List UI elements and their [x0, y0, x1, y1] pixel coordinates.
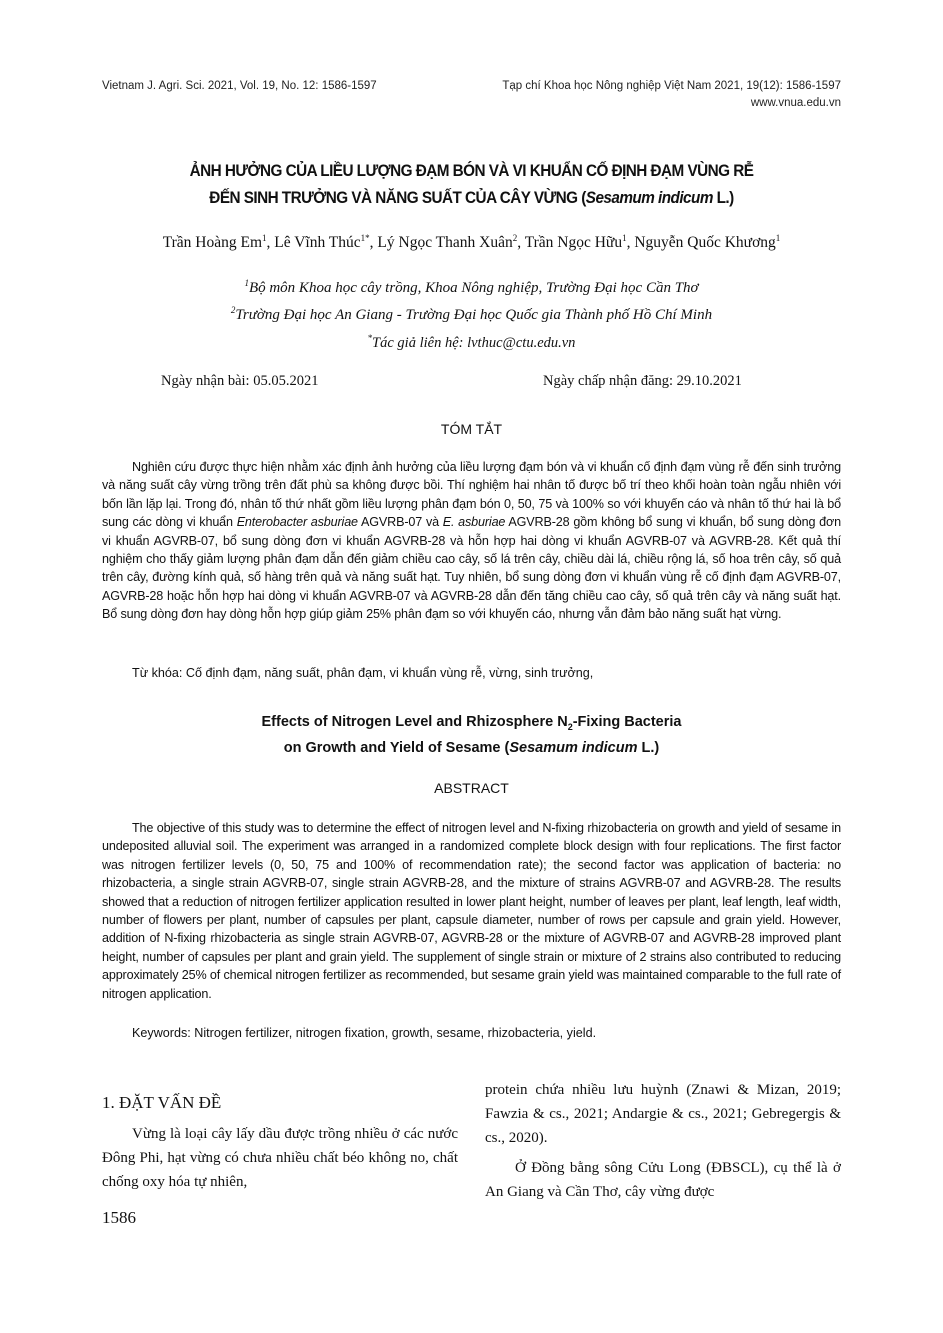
title-text: -Fixing Bacteria [572, 714, 682, 730]
species-name: Sesamum indicum [509, 739, 638, 756]
affiliation-text: Trường Đại học An Giang - Trường Đại học Quốc gia Thành phố Hồ Chí Minh [235, 307, 713, 323]
keywords-en: Keywords: Nitrogen fertilizer, nitrogen fixation, growth, sesame, rhizobacteria, yield. [132, 1026, 597, 1040]
affiliations [0, 272, 943, 326]
author-sup: 2 [512, 233, 518, 243]
title-text: on Growth and Yield of Sesame ( [283, 739, 510, 756]
affiliation-text: Bộ môn Khoa học cây trồng, Khoa Nông nghiệp, Trường Đại học Cần Thơ [248, 280, 699, 296]
author-sup: 1 [775, 233, 781, 243]
abstract-vi [102, 458, 841, 624]
abstract-heading-en: ABSTRACT [434, 780, 509, 796]
journal-citation-vi: Tạp chí Khoa học Nông nghiệp Việt Nam 2021, 19(12): 1586-1597 [502, 80, 841, 92]
species-name: Enterobacter asburiae [236, 515, 358, 530]
abstract-text: AGVRB-07 và [357, 515, 443, 530]
keywords-vi: Từ khóa: Cố định đạm, năng suất, phân đạm, vi khuẩn vùng rễ, vừng, sinh trưởng, [132, 666, 594, 680]
journal-website: www.vnua.edu.vn [750, 97, 841, 109]
abstract-text: AGVRB-28 gồm không bổ sung vi khuẩn, bổ sung dòng đơn vi khuẩn AGVRB-07, bổ sung dòng đơn vi khuẩn AGVRB-28 và hỗn hợp hai dòng vi khuẩn AGVRB-07 và AGVRB-28. Kết quả thí nghiệm cho thấy giảm lượng phân đạm dẫn đến giảm chiều cao cây, số lá trên cây, chiều dài lá, chiều rộng lá, số hoa trên cây, số quả trên cây, đường kính quả, số hàng trên quả và năng suất hạt. Tuy nhiên, bổ sung dòng đơn vi khuẩn vùng rễ cố định đạm AGVRB-07, AGVRB-28 hoặc hỗn hợp hai dòng vi khuẩn AGVRB-07 và AGVRB-28 dẫn đến tăng chiều cao cây, số quả trên cây và năng suất hạt. Bổ sung dòng đơn hay dòng hỗn hợp giúp giảm 25% phân đạm so với khuyến cáo, nhưng vẫn đảm bảo năng suất hạt vừng. [102, 515, 842, 622]
author [377, 234, 517, 251]
body-paragraph: Ở Đồng bằng sông Cửu Long (ĐBSCL), cụ thể là ở An Giang và Cần Thơ, cây vừng được [485, 1160, 841, 1200]
author [274, 234, 369, 251]
author [525, 234, 627, 251]
body-left-column: Vừng là loại cây lấy dầu được trồng nhiều ở các nước Đông Phi, hạt vừng có chưa nhiều chất béo không no, chất chống oxy hóa tự nhiên, [102, 1126, 458, 1190]
abstract-text: Nghiên cứu được thực hiện nhằm xác định ảnh hưởng của liều lượng đạm bón và vi khuẩn cố định đạm vùng rễ đến sinh trưởng và năng suất cây vừng trồng trên đất phù sa không được bồi. Thí nghiệm hai nhân tố được bố trí theo khối hoàn toàn ngẫu nhiên với bốn lần lặp lại. Trong đó, nhân tố thứ nhất gồm liều lượng phân đạm bón 0, 50, 75 và 100% so với khuyến cáo và nhân tố thứ hai là bổ sung các dòng vi khuẩn [102, 460, 841, 530]
accepted-date: Ngày chấp nhận đăng: 29.10.2021 [543, 373, 742, 389]
title-vi [47, 157, 896, 211]
author-name: Nguyễn Quốc Khương [634, 234, 776, 252]
title-line-1: ẢNH HƯỞNG CỦA LIỀU LƯỢNG ĐẠM BÓN VÀ VI KHUẨN CỐ ĐỊNH ĐẠM VÙNG RỄ [189, 161, 754, 180]
affiliation [0, 272, 943, 299]
body-paragraph: protein chứa nhiều lưu huỳnh (Znawi & Mizan, 2019; Fawzia & cs., 2021; Andargie & cs., 2021; Gebregergis & cs., 2020). [485, 1082, 841, 1146]
species-name: Sesamum indicum [585, 188, 713, 207]
title-text: ĐẾN SINH TRƯỞNG VÀ NĂNG SUẤT CỦA CÂY VỪNG ( [209, 188, 586, 207]
author-name: Lê Vĩnh Thúc [274, 234, 361, 252]
affiliation-sup: 2 [230, 305, 236, 315]
title-en-line-1 [0, 712, 943, 738]
author-sup: 1 [262, 233, 267, 243]
abstract-en: The objective of this study was to determine the effect of nitrogen level and N-fixing rhizobacteria on growth and yield of sesame in undeposited alluvial soil. The experiment was arranged in a randomized complete block design with four replications. The first factor was nitrogen fertilizer levels (0, 50, 75 and 100% of recommendation rate); the second factor was application of bacteria: no rhizobacteria, a single strain AGVRB-07, single strain AGVRB-28, and the mixture of strains AGVRB-07 and AGVRB-28. The results showed that a reduction of nitrogen fertilizer application resulted in lower plant height, number of leaves per plant, leaf length, leaf width, number of flowers per plant, number of capsules per plant, capsule diameter, number of rows per capsule and grain yield. However, addition of N-fixing rhizobacteria as single strain AGVRB-07, AGVRB-28 or the mixture of AGVRB-07 and AGVRB-28 improved plant height, number of capsules per plant and grain yield. The supplement of single strain or mixture of 2 strains also contributed to reducing approximately 25% of chemical nitrogen fertilizer as recommended, but sesame grain yield was maintained comparable to the full rate of nitrogen application. [102, 821, 841, 1001]
author-sup: 1 [622, 233, 627, 243]
species-name: E. asburiae [442, 515, 506, 530]
page-number: 1586 [102, 1208, 136, 1227]
author-name: Lý Ngọc Thanh Xuân [377, 234, 513, 252]
author-name: Trần Hoàng Em [162, 234, 263, 252]
author [163, 234, 267, 251]
author [634, 234, 780, 251]
author-sup: 1* [360, 233, 370, 243]
section-heading: 1. ĐẶT VẤN ĐỀ [102, 1093, 222, 1112]
title-en-line-2 [0, 738, 943, 759]
corresponding-email[interactable]: Tác giả liên hệ: lvthuc@ctu.edu.vn [372, 334, 576, 351]
journal-citation-en: Vietnam J. Agri. Sci. 2021, Vol. 19, No. 12: 1586-1597 [102, 80, 377, 92]
received-date: Ngày nhận bài: 05.05.2021 [161, 373, 319, 389]
title-text: L.) [637, 739, 660, 756]
subscript: 2 [567, 721, 573, 732]
author-list: Trần Hoàng Em$^1$, Lê Vĩnh Thúc$^{1*}$, Lý Ngọc Thanh Xuân$^2$, Trần Ngọc Hữu$^1$, Nguyễn Quốc Khương$^1$ [162, 233, 781, 252]
author-name: Trần Ngọc Hữu [524, 234, 623, 252]
abstract-heading-vi: TÓM TẮT [440, 421, 503, 437]
title-en [0, 712, 943, 759]
title-text: Effects of Nitrogen Level and Rhizosphere N [261, 714, 568, 730]
affiliation-sup: 1 [244, 278, 249, 288]
corresponding-author [0, 333, 943, 352]
corresponding-sup: * [367, 333, 373, 343]
title-text: L.) [712, 188, 734, 207]
body-right-column [485, 1078, 841, 1204]
affiliation [0, 299, 943, 326]
title-line-2 [47, 184, 896, 211]
